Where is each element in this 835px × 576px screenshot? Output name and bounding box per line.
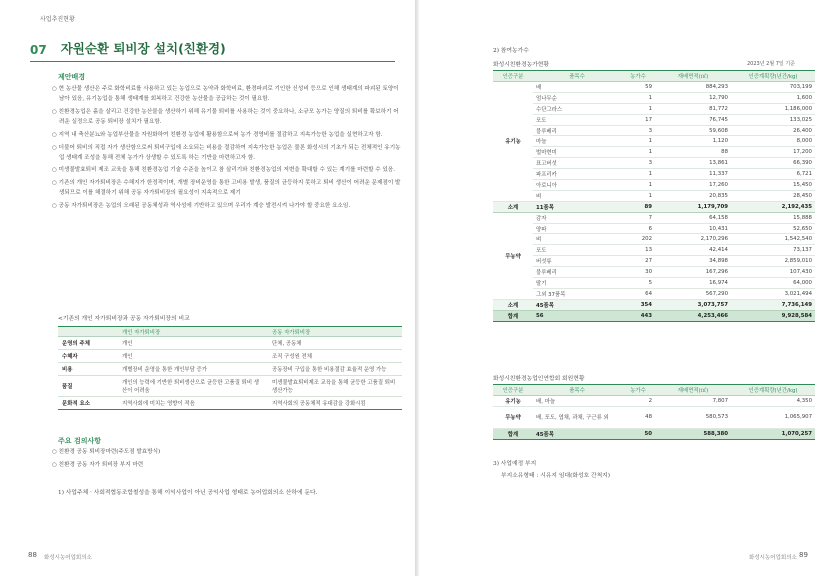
amount-cell: 1,600 xyxy=(731,92,815,103)
group-label: 유기농 xyxy=(493,396,533,407)
item-cell: 블루베리 xyxy=(533,267,621,278)
farms-cell: 3 xyxy=(621,125,655,136)
area-cell: 34,898 xyxy=(655,256,731,267)
item-cell: 배, 포도, 엽채, 과채, 구근류 외 xyxy=(533,406,621,428)
area-cell: 12,790 xyxy=(655,92,731,103)
table-header: 인증계획량(년간/kg) xyxy=(731,385,815,396)
amount-cell: 3,021,494 xyxy=(731,288,815,299)
amount-cell: 7,736,149 xyxy=(731,299,815,310)
table1-title: 화성시친환경농가현황 xyxy=(493,62,549,68)
farms-cell: 3 xyxy=(621,158,655,169)
table-header: 재배면적(㎡) xyxy=(655,385,731,396)
background-body xyxy=(52,84,404,214)
considerations-heading: 주요 검의사항 xyxy=(58,437,102,445)
table-row xyxy=(493,103,815,114)
section-header xyxy=(30,40,395,62)
item-cell: 45품목 xyxy=(533,428,621,439)
table-row xyxy=(493,82,815,93)
table-row xyxy=(493,147,815,158)
plan-detail: 부지소유형태 : 시유지 임대(화성호 간척지) xyxy=(501,473,611,479)
group-label: 무농약 xyxy=(493,212,533,299)
farms-cell: 1 xyxy=(621,147,655,158)
farms-cell: 2 xyxy=(621,396,655,407)
table-header: 인증계획량(년간/kg) xyxy=(731,71,815,82)
row-label: 수혜자 xyxy=(58,350,118,363)
area-cell: 884,293 xyxy=(655,82,731,93)
consideration-item: ○ 친환경 공동 퇴비장마련(주도점 발효방식) xyxy=(52,449,161,455)
item-cell: 수단그라스 xyxy=(533,103,621,114)
row-label: 문화적 요소 xyxy=(58,397,118,410)
farms-cell: 202 xyxy=(621,234,655,245)
table-row xyxy=(493,158,815,169)
farms-cell: 7 xyxy=(621,212,655,223)
amount-cell: 2,859,010 xyxy=(731,256,815,267)
table-cell: 단체, 공동체 xyxy=(268,337,402,350)
total-row xyxy=(493,428,815,439)
comparison-table-caption: <기존의 개인 자가퇴비장과 공동 자가퇴비장의 비교 xyxy=(58,316,190,322)
background-paragraph: ○ 지역 내 축산분뇨와 농업부산물을 자원화하여 친환경 농업에 활용함으로써 농가 경영비를 절감하고 지속가능한 농업을 실현하고자 함. xyxy=(52,131,383,138)
farms-cell: 1 xyxy=(621,103,655,114)
table-row xyxy=(58,337,402,350)
area-cell: 2,170,296 xyxy=(655,234,731,245)
table-row xyxy=(493,114,815,125)
background-paragraph: ○ 현 농산물 생산은 주로 화학비료를 사용하고 있는 농업으로 농약과 화학비료, 환경파괴로 기인한 신성비 등으로 인해 생태계의 파괴된 토양이 남아 있음, 유기농업을 통해 생태계를 회복하고 건강한 농산물을 공급하는 것이 필요함. xyxy=(52,86,399,103)
background-paragraph: ○ 더불어 퇴비의 직접 자가 생산함으로써 퇴비구입에 소요되는 비용을 절감하여 지속가능한 농업은 물론 화성시의 기초가 되는 전체적인 유기농업 생태계 조성을 통해 전체 농가가 상생할 수 있도록 하는 기반을 마련하고자 함. xyxy=(52,144,401,161)
area-cell: 17,260 xyxy=(655,180,731,191)
amount-cell: 2,192,435 xyxy=(731,201,815,212)
farms-cell: 17 xyxy=(621,114,655,125)
amount-cell: 73,137 xyxy=(731,245,815,256)
table-header: 품목수 xyxy=(533,71,621,82)
table-header: 농가수 xyxy=(621,385,655,396)
table-cell: 조직 구성원 전체 xyxy=(268,350,402,363)
total-label: 합계 xyxy=(493,428,533,439)
area-cell: 13,861 xyxy=(655,158,731,169)
item-cell: 56 xyxy=(533,310,621,321)
item-cell: 블루베리 xyxy=(533,125,621,136)
amount-cell: 107,430 xyxy=(731,267,815,278)
section-label: 2) 참여농가수 xyxy=(493,48,529,54)
table-header: 재배면적(㎡) xyxy=(655,71,731,82)
table-cell: 개별장비 운영을 통한 개인부담 증가 xyxy=(118,363,268,376)
area-cell: 42,414 xyxy=(655,245,731,256)
area-cell: 580,573 xyxy=(655,406,731,428)
page-footer: 화성시농어업회의소 xyxy=(44,555,92,561)
item-cell: 배 xyxy=(533,82,621,93)
page-footer: 화성시농어업회의소 xyxy=(749,555,797,561)
table-row xyxy=(58,397,402,410)
area-cell: 64,158 xyxy=(655,212,731,223)
table-cell: 개인 xyxy=(118,337,268,350)
page-number: 89 xyxy=(799,551,808,559)
table-row xyxy=(493,396,815,407)
total-row xyxy=(493,310,815,321)
background-heading: 제안배경 xyxy=(58,73,86,81)
area-cell: 76,745 xyxy=(655,114,731,125)
area-cell: 3,073,757 xyxy=(655,299,731,310)
right-page xyxy=(419,0,835,576)
table-header: 공동 자가퇴비장 xyxy=(268,327,402,337)
table-row xyxy=(58,350,402,363)
table-row xyxy=(493,278,815,289)
table-cell: 개인 xyxy=(118,350,268,363)
amount-cell: 1,542,540 xyxy=(731,234,815,245)
subtotal-row xyxy=(493,299,815,310)
table-header: 개인 자가퇴비장 xyxy=(118,327,268,337)
table-row xyxy=(493,212,815,223)
item-cell: 벼 xyxy=(533,190,621,201)
farms-cell: 1 xyxy=(621,180,655,191)
comparison-table xyxy=(58,326,402,410)
table-header: 품목수 xyxy=(533,385,621,396)
amount-cell: 28,450 xyxy=(731,190,815,201)
item-cell: 파프리카 xyxy=(533,169,621,180)
page-number: 88 xyxy=(28,551,37,559)
item-cell: 마늘 xyxy=(533,136,621,147)
group-label: 무농약 xyxy=(493,406,533,428)
item-cell: 표고버섯 xyxy=(533,158,621,169)
table-row xyxy=(493,169,815,180)
farms-cell: 1 xyxy=(621,169,655,180)
item-cell: 딸기 xyxy=(533,278,621,289)
section-number: 07 xyxy=(30,43,47,57)
farms-cell: 354 xyxy=(621,299,655,310)
amount-cell: 6,721 xyxy=(731,169,815,180)
farms-cell: 1 xyxy=(621,190,655,201)
table1-date: 2023년 2월 7일 기준 xyxy=(747,61,796,67)
area-cell: 20,835 xyxy=(655,190,731,201)
area-cell: 167,296 xyxy=(655,267,731,278)
farms-cell: 1 xyxy=(621,92,655,103)
amount-cell: 703,199 xyxy=(731,82,815,93)
farm-status-table xyxy=(493,70,815,322)
table-row xyxy=(58,363,402,376)
table-row xyxy=(493,136,815,147)
item-cell: 감자 xyxy=(533,212,621,223)
farms-cell: 1 xyxy=(621,136,655,147)
left-page xyxy=(0,0,415,576)
item-cell: 버섯류 xyxy=(533,256,621,267)
table-row xyxy=(58,376,402,397)
running-head: 사업추진현황 xyxy=(40,16,75,23)
table-cell: 지역사회에 미치는 영향이 적음 xyxy=(118,397,268,410)
amount-cell: 15,888 xyxy=(731,212,815,223)
amount-cell: 26,400 xyxy=(731,125,815,136)
row-label: 품질 xyxy=(58,376,118,397)
farms-cell: 6 xyxy=(621,223,655,234)
item-cell: 45품목 xyxy=(533,299,621,310)
area-cell: 88 xyxy=(655,147,731,158)
farms-cell: 27 xyxy=(621,256,655,267)
total-label: 합계 xyxy=(493,310,533,321)
table2-title: 화성시친환경농업인연합회 회원현황 xyxy=(493,376,585,382)
amount-cell: 17,200 xyxy=(731,147,815,158)
footnote: 1) 사업주체 · 사회적협동조합철성을 통해 이익사업이 아닌 공익사업 형태로 농어업회의소 산하에 둔다. xyxy=(58,490,318,496)
table-cell: 미생물발효퇴비제조 교육을 통해 균등한 고품질 퇴비 생산가능 xyxy=(268,376,402,397)
farms-cell: 30 xyxy=(621,267,655,278)
table-header xyxy=(58,327,118,337)
table-header: 인증구분 xyxy=(493,71,533,82)
item-cell: 양파 xyxy=(533,223,621,234)
table-cell: 지역사회의 공동체적 유대감을 강화시킴 xyxy=(268,397,402,410)
area-cell: 1,179,709 xyxy=(655,201,731,212)
table-row xyxy=(493,92,815,103)
item-cell: 배, 마늘 xyxy=(533,396,621,407)
area-cell: 59,608 xyxy=(655,125,731,136)
item-cell: 그외 37품목 xyxy=(533,288,621,299)
farms-cell: 50 xyxy=(621,428,655,439)
amount-cell: 15,450 xyxy=(731,180,815,191)
farms-cell: 59 xyxy=(621,82,655,93)
table-row xyxy=(493,190,815,201)
table-cell: 개인의 능력에 기반한 퇴비생산으로 균등한 고품질 퇴비 생산이 어려움 xyxy=(118,376,268,397)
amount-cell: 1,070,257 xyxy=(731,428,815,439)
row-label: 비용 xyxy=(58,363,118,376)
farms-cell: 13 xyxy=(621,245,655,256)
background-paragraph: ○ 미생물발효퇴비 제조 교육을 통해 친환경농업 기술 수준을 높이고 참 살리기와 친환경농업의 저변을 확대할 수 있는 계기를 마련할 수 있음. xyxy=(52,167,396,174)
area-cell: 1,120 xyxy=(655,136,731,147)
farms-cell: 48 xyxy=(621,406,655,428)
area-cell: 10,431 xyxy=(655,223,731,234)
area-cell: 4,253,466 xyxy=(655,310,731,321)
farms-cell: 64 xyxy=(621,288,655,299)
item-cell: 엄나무순 xyxy=(533,92,621,103)
background-paragraph: ○ 기존의 개인 자가퇴비장은 수해지가 한정적이며, 개별 장비운영을 통한 고비용 발생, 품질의 균등하지 못하고 퇴비 생산이 어려운 문제점이 발생되므로 이를 해결하기 위해 공동 자가퇴비장의 필요성이 지속적으로 제기 xyxy=(52,180,401,197)
item-cell: 포도 xyxy=(533,245,621,256)
farms-cell: 5 xyxy=(621,278,655,289)
table-row xyxy=(493,406,815,428)
amount-cell: 133,025 xyxy=(731,114,815,125)
subtotal-label: 소계 xyxy=(493,299,533,310)
area-cell: 16,974 xyxy=(655,278,731,289)
group-label: 유기농 xyxy=(493,82,533,202)
amount-cell: 8,000 xyxy=(731,136,815,147)
item-cell: 포도 xyxy=(533,114,621,125)
table-row xyxy=(493,234,815,245)
table-cell: 공동장비 구입을 통한 비용절감 효율적 운영 가능 xyxy=(268,363,402,376)
area-cell: 567,290 xyxy=(655,288,731,299)
amount-cell: 1,065,907 xyxy=(731,406,815,428)
table-row xyxy=(493,288,815,299)
table-row xyxy=(493,256,815,267)
amount-cell: 1,186,000 xyxy=(731,103,815,114)
amount-cell: 9,928,584 xyxy=(731,310,815,321)
table-row xyxy=(493,245,815,256)
background-paragraph: ○ 공동 자가퇴비장은 농업의 오래된 공동체성과 역사성에 기반하고 있으며 우리가 계승 발전시켜 나가야 할 중요한 요소임. xyxy=(52,203,351,210)
row-label: 운영의 주체 xyxy=(58,337,118,350)
member-status-table xyxy=(493,384,815,440)
table-row xyxy=(493,267,815,278)
amount-cell: 66,390 xyxy=(731,158,815,169)
table-row xyxy=(493,125,815,136)
amount-cell: 4,350 xyxy=(731,396,815,407)
item-cell: 벌마현미 xyxy=(533,147,621,158)
area-cell: 7,807 xyxy=(655,396,731,407)
table-row xyxy=(493,223,815,234)
section-title: 자원순환 퇴비장 설치(친환경) xyxy=(60,41,226,56)
item-cell: 11품목 xyxy=(533,201,621,212)
farms-cell: 89 xyxy=(621,201,655,212)
area-cell: 11,337 xyxy=(655,169,731,180)
amount-cell: 64,000 xyxy=(731,278,815,289)
table-header: 농가수 xyxy=(621,71,655,82)
table-header: 인증구분 xyxy=(493,385,533,396)
item-cell: 벼 xyxy=(533,234,621,245)
farms-cell: 443 xyxy=(621,310,655,321)
table-row xyxy=(493,180,815,191)
plan-label: 3) 사업예정 부지 xyxy=(493,461,537,467)
item-cell: 아로니아 xyxy=(533,180,621,191)
consideration-item: ○ 친환경 공동 자가 퇴비장 부지 마련 xyxy=(52,461,144,468)
area-cell: 588,380 xyxy=(655,428,731,439)
amount-cell: 52,650 xyxy=(731,223,815,234)
area-cell: 81,772 xyxy=(655,103,731,114)
subtotal-row xyxy=(493,201,815,212)
background-paragraph: ○ 친환경농업은 흙을 살리고 건강한 농산물을 생산하기 위해 유기물 퇴비를 사용하는 것이 중요하나, 소규모 농가는 양질의 퇴비를 확보하기 어려운 실정으로 공동 퇴비장 설치가 필요함. xyxy=(52,108,399,126)
considerations-list xyxy=(52,447,404,472)
subtotal-label: 소계 xyxy=(493,201,533,212)
